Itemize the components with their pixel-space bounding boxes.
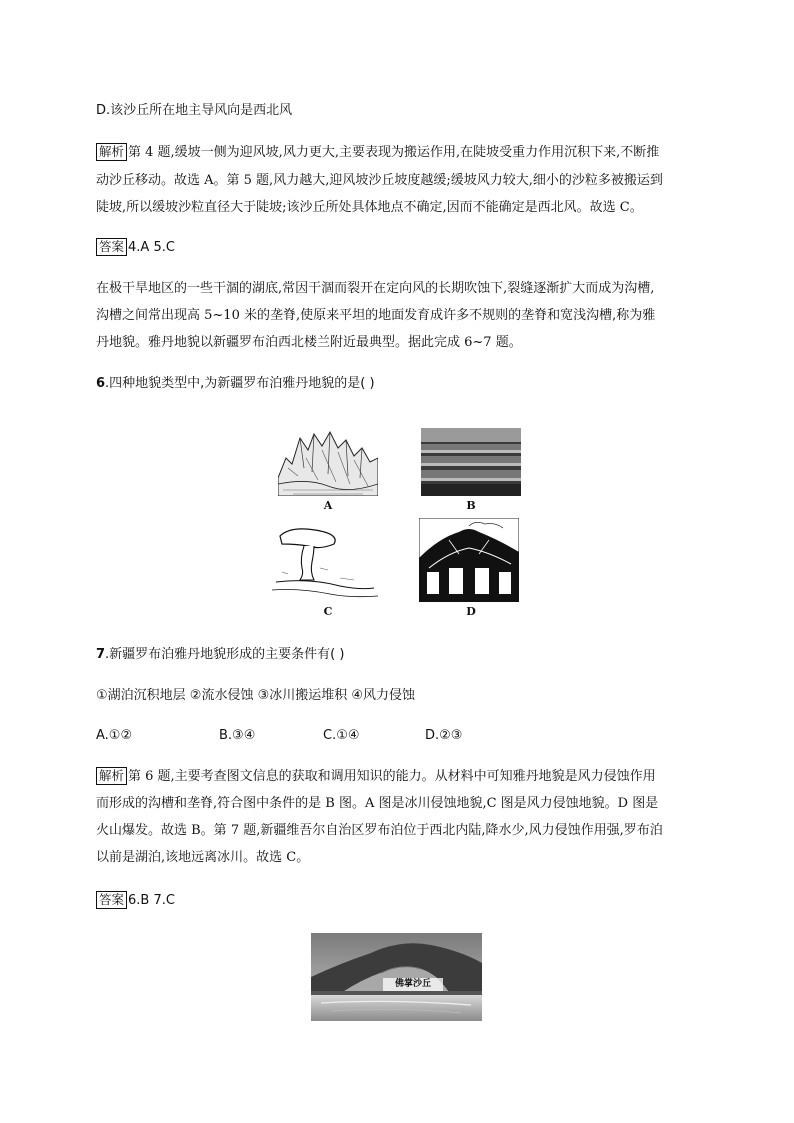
- material-line-1: 在极干旱地区的一些干涸的湖底,常因干涸而裂开在定向风的长期吹蚀下,裂缝逐渐扩大而成为沟槽,: [96, 281, 655, 296]
- analysis-1-line-3: 陡坡,所以缓坡沙粒直径大于陡坡;该沙丘所处具体地点不确定,因而不能确定是西北风。故选 C。: [96, 200, 643, 215]
- figure-a-glacial-landform: [278, 428, 378, 496]
- figure-b-yardang-landform: [421, 428, 521, 496]
- figure-d-caption: D: [466, 605, 476, 618]
- question-7-conditions: ①湖泊沉积地层 ②流水侵蚀 ③冰川搬运堆积 ④风力侵蚀: [96, 688, 416, 703]
- dune-photo-label: 佛掌沙丘: [383, 978, 443, 991]
- option-c: C.①④: [323, 728, 360, 743]
- answer-2-tag: 答案: [96, 891, 127, 909]
- analysis-1-text-1: 第 4 题,缓坡一侧为迎风坡,风力更大,主要表现为搬运作用,在陡坡受重力作用沉积下来,不断推: [128, 145, 660, 160]
- material-line-3: 丹地貌。雅丹地貌以新疆罗布泊西北楼兰附近最典型。据此完成 6~7 题。: [96, 335, 522, 350]
- option-b: B.③④: [219, 728, 256, 743]
- question-7: [96, 644, 700, 666]
- analysis-1-line-2: 动沙丘移动。故选 A。第 5 题,风力越大,迎风坡沙丘坡度越缓;缓坡风力较大,细小的沙粒多被搬运到: [96, 173, 663, 188]
- figure-c-mushroom-rock: [270, 522, 380, 600]
- figure-c-caption: C: [323, 605, 333, 618]
- dune-photo: [311, 933, 482, 1021]
- figure-d-volcano: [419, 518, 519, 602]
- answer-tag: 答案: [96, 238, 127, 256]
- option-d: D.②③: [425, 728, 463, 743]
- question-7-number: 7: [96, 647, 106, 662]
- answer-2-text: 6.B 7.C: [128, 893, 175, 908]
- question-7-text: .新疆罗布泊雅丹地貌形成的主要条件有( ): [105, 647, 345, 662]
- analysis-2-text-1: 第 6 题,主要考查图文信息的获取和调用知识的能力。从材料中可知雅丹地貌是风力侵蚀作用: [128, 769, 656, 784]
- analysis-2-line-4: 以前是湖泊,该地远离冰川。故选 C。: [96, 850, 310, 865]
- answer-2: [96, 890, 700, 912]
- analysis-2-line-1: [96, 766, 700, 788]
- analysis-1-line-1: [96, 142, 700, 164]
- question-6-text: .四种地貌类型中,为新疆罗布泊雅丹地貌的是( ): [105, 376, 375, 391]
- answer-1: [96, 237, 700, 259]
- question-6-number: 6: [96, 376, 106, 391]
- analysis-2-line-3: 火山爆发。故选 B。第 7 题,新疆维吾尔自治区罗布泊位于西北内陆,降水少,风力侵蚀作用强,罗布泊: [96, 823, 663, 838]
- analysis-tag: 解析: [96, 143, 127, 161]
- question-6: [96, 373, 700, 395]
- q5-option-d: D.该沙丘所在地主导风向是西北风: [96, 103, 293, 118]
- answer-1-text: 4.A 5.C: [128, 240, 175, 255]
- material-line-2: 沟槽之间常出现高 5~10 米的垄脊,使原来平坦的地面发育成许多不规则的垄脊和宽浅沟槽,称为雅: [96, 308, 656, 323]
- figure-a-caption: A: [323, 499, 333, 512]
- option-a: A.①②: [96, 728, 133, 743]
- analysis-2-tag: 解析: [96, 767, 127, 785]
- analysis-2-line-2: 而形成的沟槽和垄脊,符合图中条件的是 B 图。A 图是冰川侵蚀地貌,C 图是风力侵蚀地貌。D 图是: [96, 796, 659, 811]
- figure-b-caption: B: [466, 499, 476, 512]
